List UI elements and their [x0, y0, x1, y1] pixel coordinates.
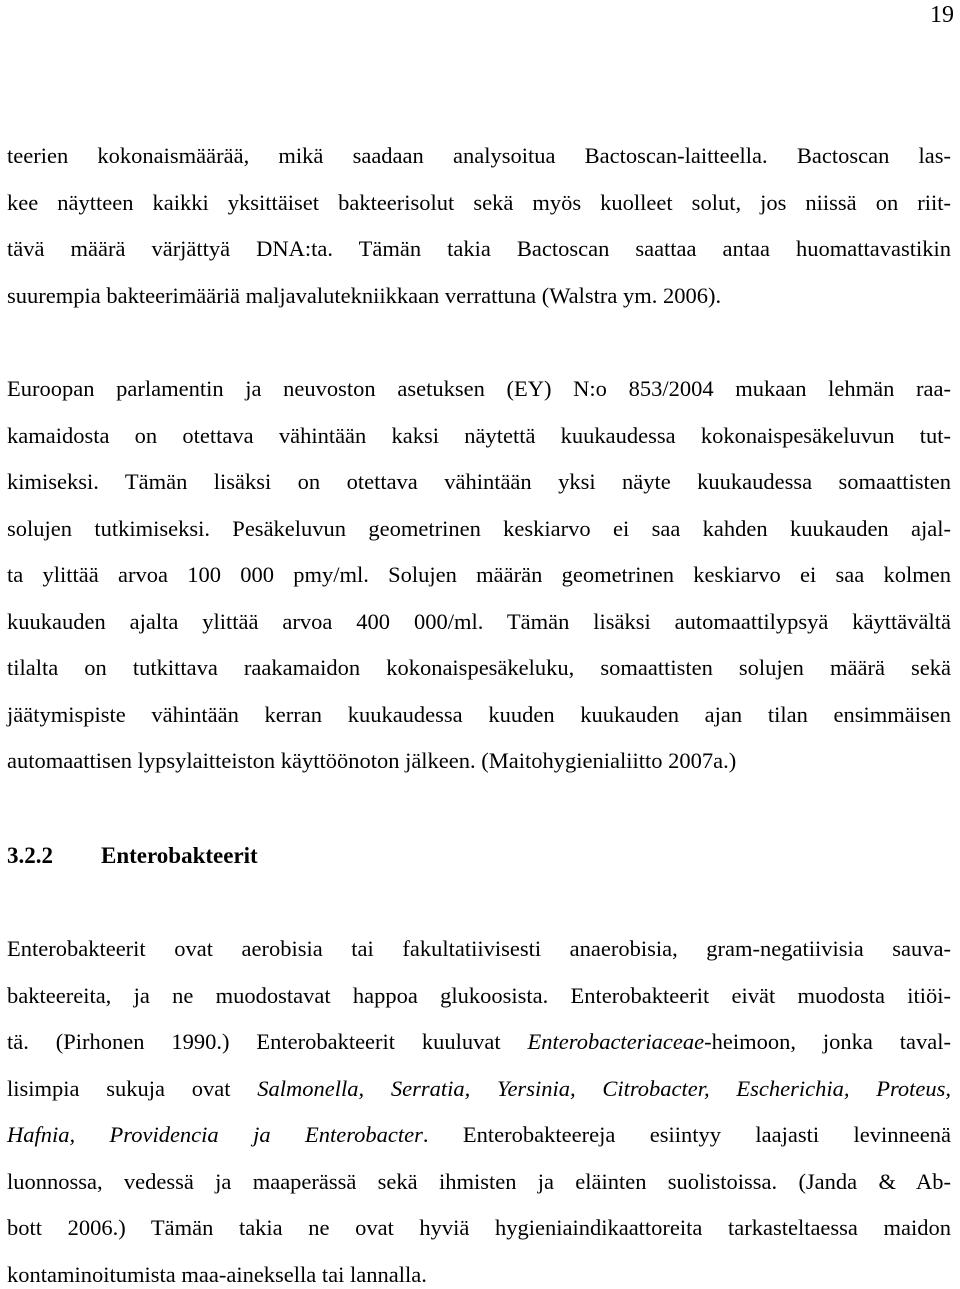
- text-run: . Enterobakteereja esiintyy laajasti levinneenä: [422, 1122, 951, 1147]
- paragraph-line: solujen tutkimiseksi. Pesäkeluvun geometrinen keskiarvo ei saa kahden kuukauden ajal-: [7, 516, 951, 541]
- section-heading: [7, 842, 258, 870]
- paragraph-line: ta ylittää arvoa 100 000 pmy/ml. Solujen määrän geometrinen keskiarvo ei saa kolmen: [7, 562, 951, 587]
- page-number: 19: [930, 2, 954, 28]
- genus-list: Salmonella, Serratia, Yersinia, Citrobacter, Escherichia, Proteus,: [257, 1076, 952, 1101]
- paragraph-line: kuukauden ajalta ylittää arvoa 400 000/ml. Tämän lisäksi automaattilypsyä käyttävältä: [7, 609, 951, 634]
- paragraph-line: jäätymispiste vähintään kerran kuukaudessa kuuden kuukauden ajan tilan ensimmäisen: [7, 702, 951, 727]
- text-run: tä. (Pirhonen 1990.) Enterobakteerit kuuluvat: [7, 1029, 528, 1054]
- paragraph-line: suurempia bakteerimääriä maljavalutekniikkaan verrattuna (Walstra ym. 2006).: [7, 283, 722, 308]
- paragraph-line: tävä määrä värjättyä DNA:ta. Tämän takia Bactoscan saattaa antaa huomattavastikin: [7, 236, 951, 261]
- genus-list: Hafnia, Providencia ja Enterobacter: [7, 1122, 423, 1147]
- paragraph-line: [7, 1121, 951, 1149]
- paragraph-line: kimiseksi. Tämän lisäksi on otettava vähintään yksi näyte kuukaudessa somaattisten: [7, 469, 951, 494]
- paragraph-line: bakteereita, ja ne muodostavat happoa glukoosista. Enterobakteerit eivät muodosta itiöi-: [7, 983, 951, 1008]
- text-run: lisimpia sukuja ovat: [7, 1076, 258, 1101]
- paragraph-line: kee näytteen kaikki yksittäiset bakteerisolut sekä myös kuolleet solut, jos niissä on riit-: [7, 190, 951, 215]
- paragraph-line: kontaminoitumista maa-aineksella tai lannalla.: [7, 1262, 427, 1287]
- paragraph-line: kamaidosta on otettava vähintään kaksi näytettä kuukaudessa kokonaispesäkeluvun tut-: [7, 423, 951, 448]
- text-run: -heimoon, jonka taval-: [704, 1029, 951, 1054]
- paragraph-line: teerien kokonaismäärää, mikä saadaan analysoitua Bactoscan-laitteella. Bactoscan las-: [7, 143, 951, 168]
- paragraph-line: Enterobakteerit ovat aerobisia tai fakultatiivisesti anaerobisia, gram-negatiivisia sauva-: [7, 936, 951, 961]
- paragraph-line: tilalta on tutkittava raakamaidon kokonaispesäkeluku, somaattisten solujen määrä sekä: [7, 655, 951, 680]
- paragraph-line: luonnossa, vedessä ja maaperässä sekä ihmisten ja eläinten suolistoissa. (Janda & Ab-: [7, 1169, 951, 1194]
- paragraph-line: Euroopan parlamentin ja neuvoston asetuksen (EY) N:o 853/2004 mukaan lehmän raa-: [7, 376, 951, 401]
- paragraph-line: automaattisen lypsylaitteiston käyttöönoton jälkeen. (Maitohygienialiitto 2007a.): [7, 748, 737, 773]
- section-number: 3.2.2: [7, 843, 53, 868]
- paragraph-line: [7, 1028, 951, 1056]
- paragraph-line: [7, 1075, 951, 1103]
- taxon-name: Enterobacteriaceae: [527, 1029, 705, 1054]
- paragraph-line: bott 2006.) Tämän takia ne ovat hyviä hygieniaindikaattoreita tarkasteltaessa maidon: [7, 1215, 951, 1240]
- section-title: Enterobakteerit: [101, 843, 258, 868]
